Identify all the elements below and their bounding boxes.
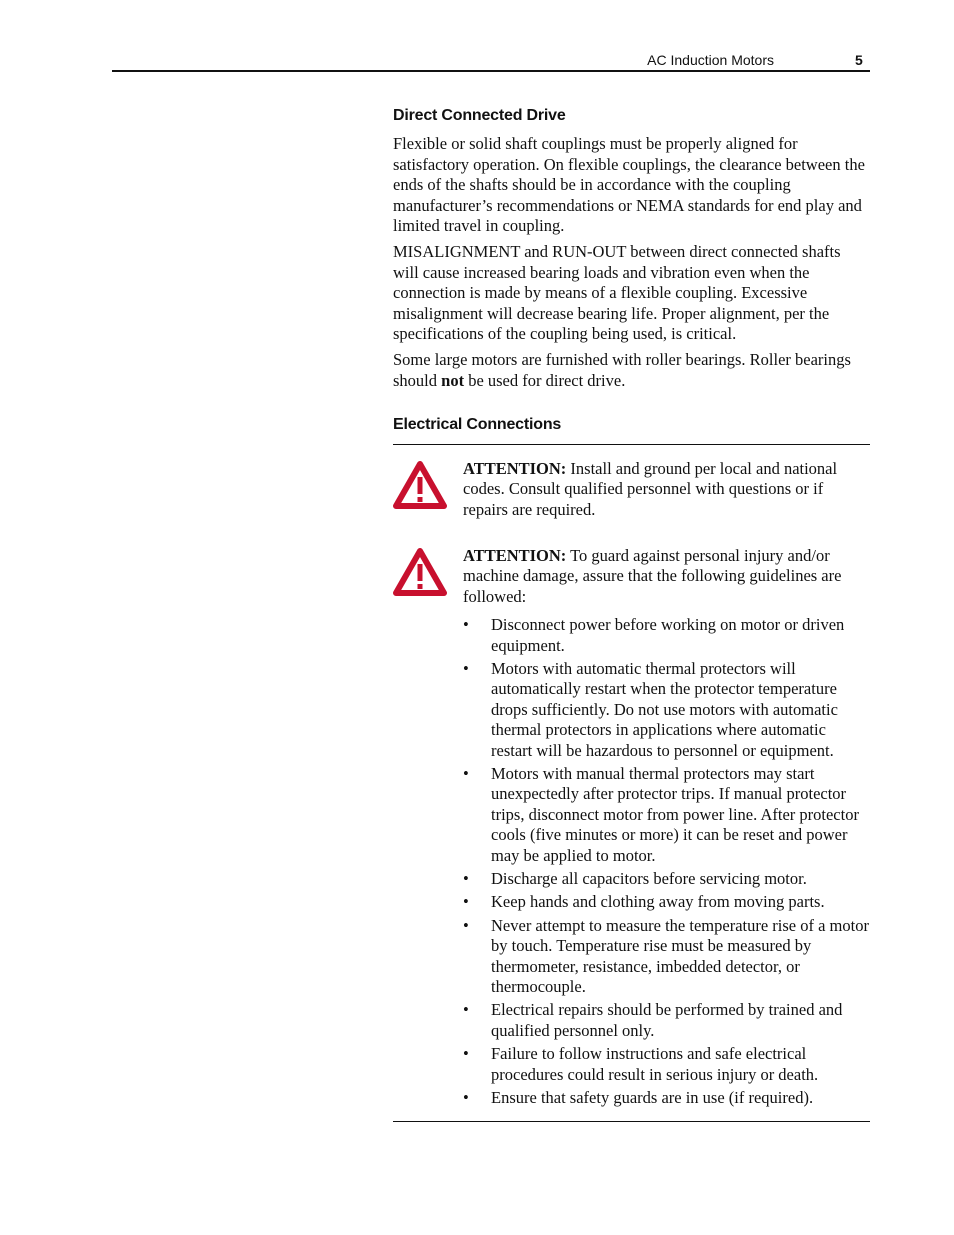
roller-bearings-text-end: be used for direct drive. [464,370,626,390]
attention-text-1 [463,459,870,520]
attention-message: Install and ground per local and national codes. Consult qualified personnel with questions or if repairs are required. [463,458,838,519]
section-heading-electrical-connections: Electrical Connections [393,416,562,434]
section-heading-direct-connected-drive: Direct Connected Drive [393,107,566,124]
page-content [393,106,870,1122]
list-item: • Motors with automatic thermal protectors will automatically restart when the protector temperature drops sufficiently. Do not use motors with automatic thermal protectors in applications where automatic restart will be hazardous to personnel or equipment. [463,659,870,761]
page-number: 5 [855,52,863,68]
warning-triangle-icon [393,546,463,1112]
attention-message: To guard against personal injury and/or machine damage, assure that the following guidelines are followed: [463,545,842,606]
guidelines-list [463,615,870,1108]
attention-block-2 [393,546,870,1112]
paragraph-roller-bearings [393,350,870,391]
list-item: • Ensure that safety guards are in use (if required). [463,1088,870,1108]
paragraph-misalignment: MISALIGNMENT and RUN-OUT between direct connected shafts will cause increased bearing loads and vibration even when the connection is made by means of a flexible coupling. Excessive misalignment will decrease bearing life. Proper alignment, per the specifications of the coupling being used, is critical. [393,242,841,344]
roller-bearings-text: Some large motors are furnished with roller bearings. Roller bearings should [393,350,851,390]
section-rule-top [393,444,870,445]
list-item: • Keep hands and clothing away from moving parts. [463,892,870,912]
header-rule [112,70,870,72]
attention-label: ATTENTION: [463,545,567,565]
emphasis-not: not [441,370,465,390]
list-item: • Never attempt to measure the temperature rise of a motor by touch. Temperature rise must be measured by thermometer, resistance, imbedded detector, or thermocouple. [463,916,870,998]
list-item: • Motors with manual thermal protectors may start unexpectedly after protector trips. If manual protector trips, disconnect motor from power line. After protector cools (five minutes or more) it can be reset and power may be applied to motor. [463,764,870,866]
warning-triangle-icon [393,459,463,520]
list-item: • Discharge all capacitors before servicing motor. [463,869,870,889]
running-header: AC Induction Motors [647,52,774,68]
list-item: • Disconnect power before working on motor or driven equipment. [463,615,870,656]
paragraph-couplings: Flexible or solid shaft couplings must be properly aligned for satisfactory operation. On flexible couplings, the clearance between the ends of the shafts should be in accordance with the coupling manufacturer’s recommendations or NEMA standards for end play and limited travel in coupling. [393,134,865,236]
attention-label: ATTENTION: [463,458,567,478]
list-item: • Electrical repairs should be performed by trained and qualified personnel only. [463,1000,870,1041]
list-item: • Failure to follow instructions and safe electrical procedures could result in serious injury or death. [463,1044,870,1085]
attention-text-2 [463,546,870,1112]
section-rule-bottom [393,1121,870,1122]
attention-block-1 [393,459,870,520]
